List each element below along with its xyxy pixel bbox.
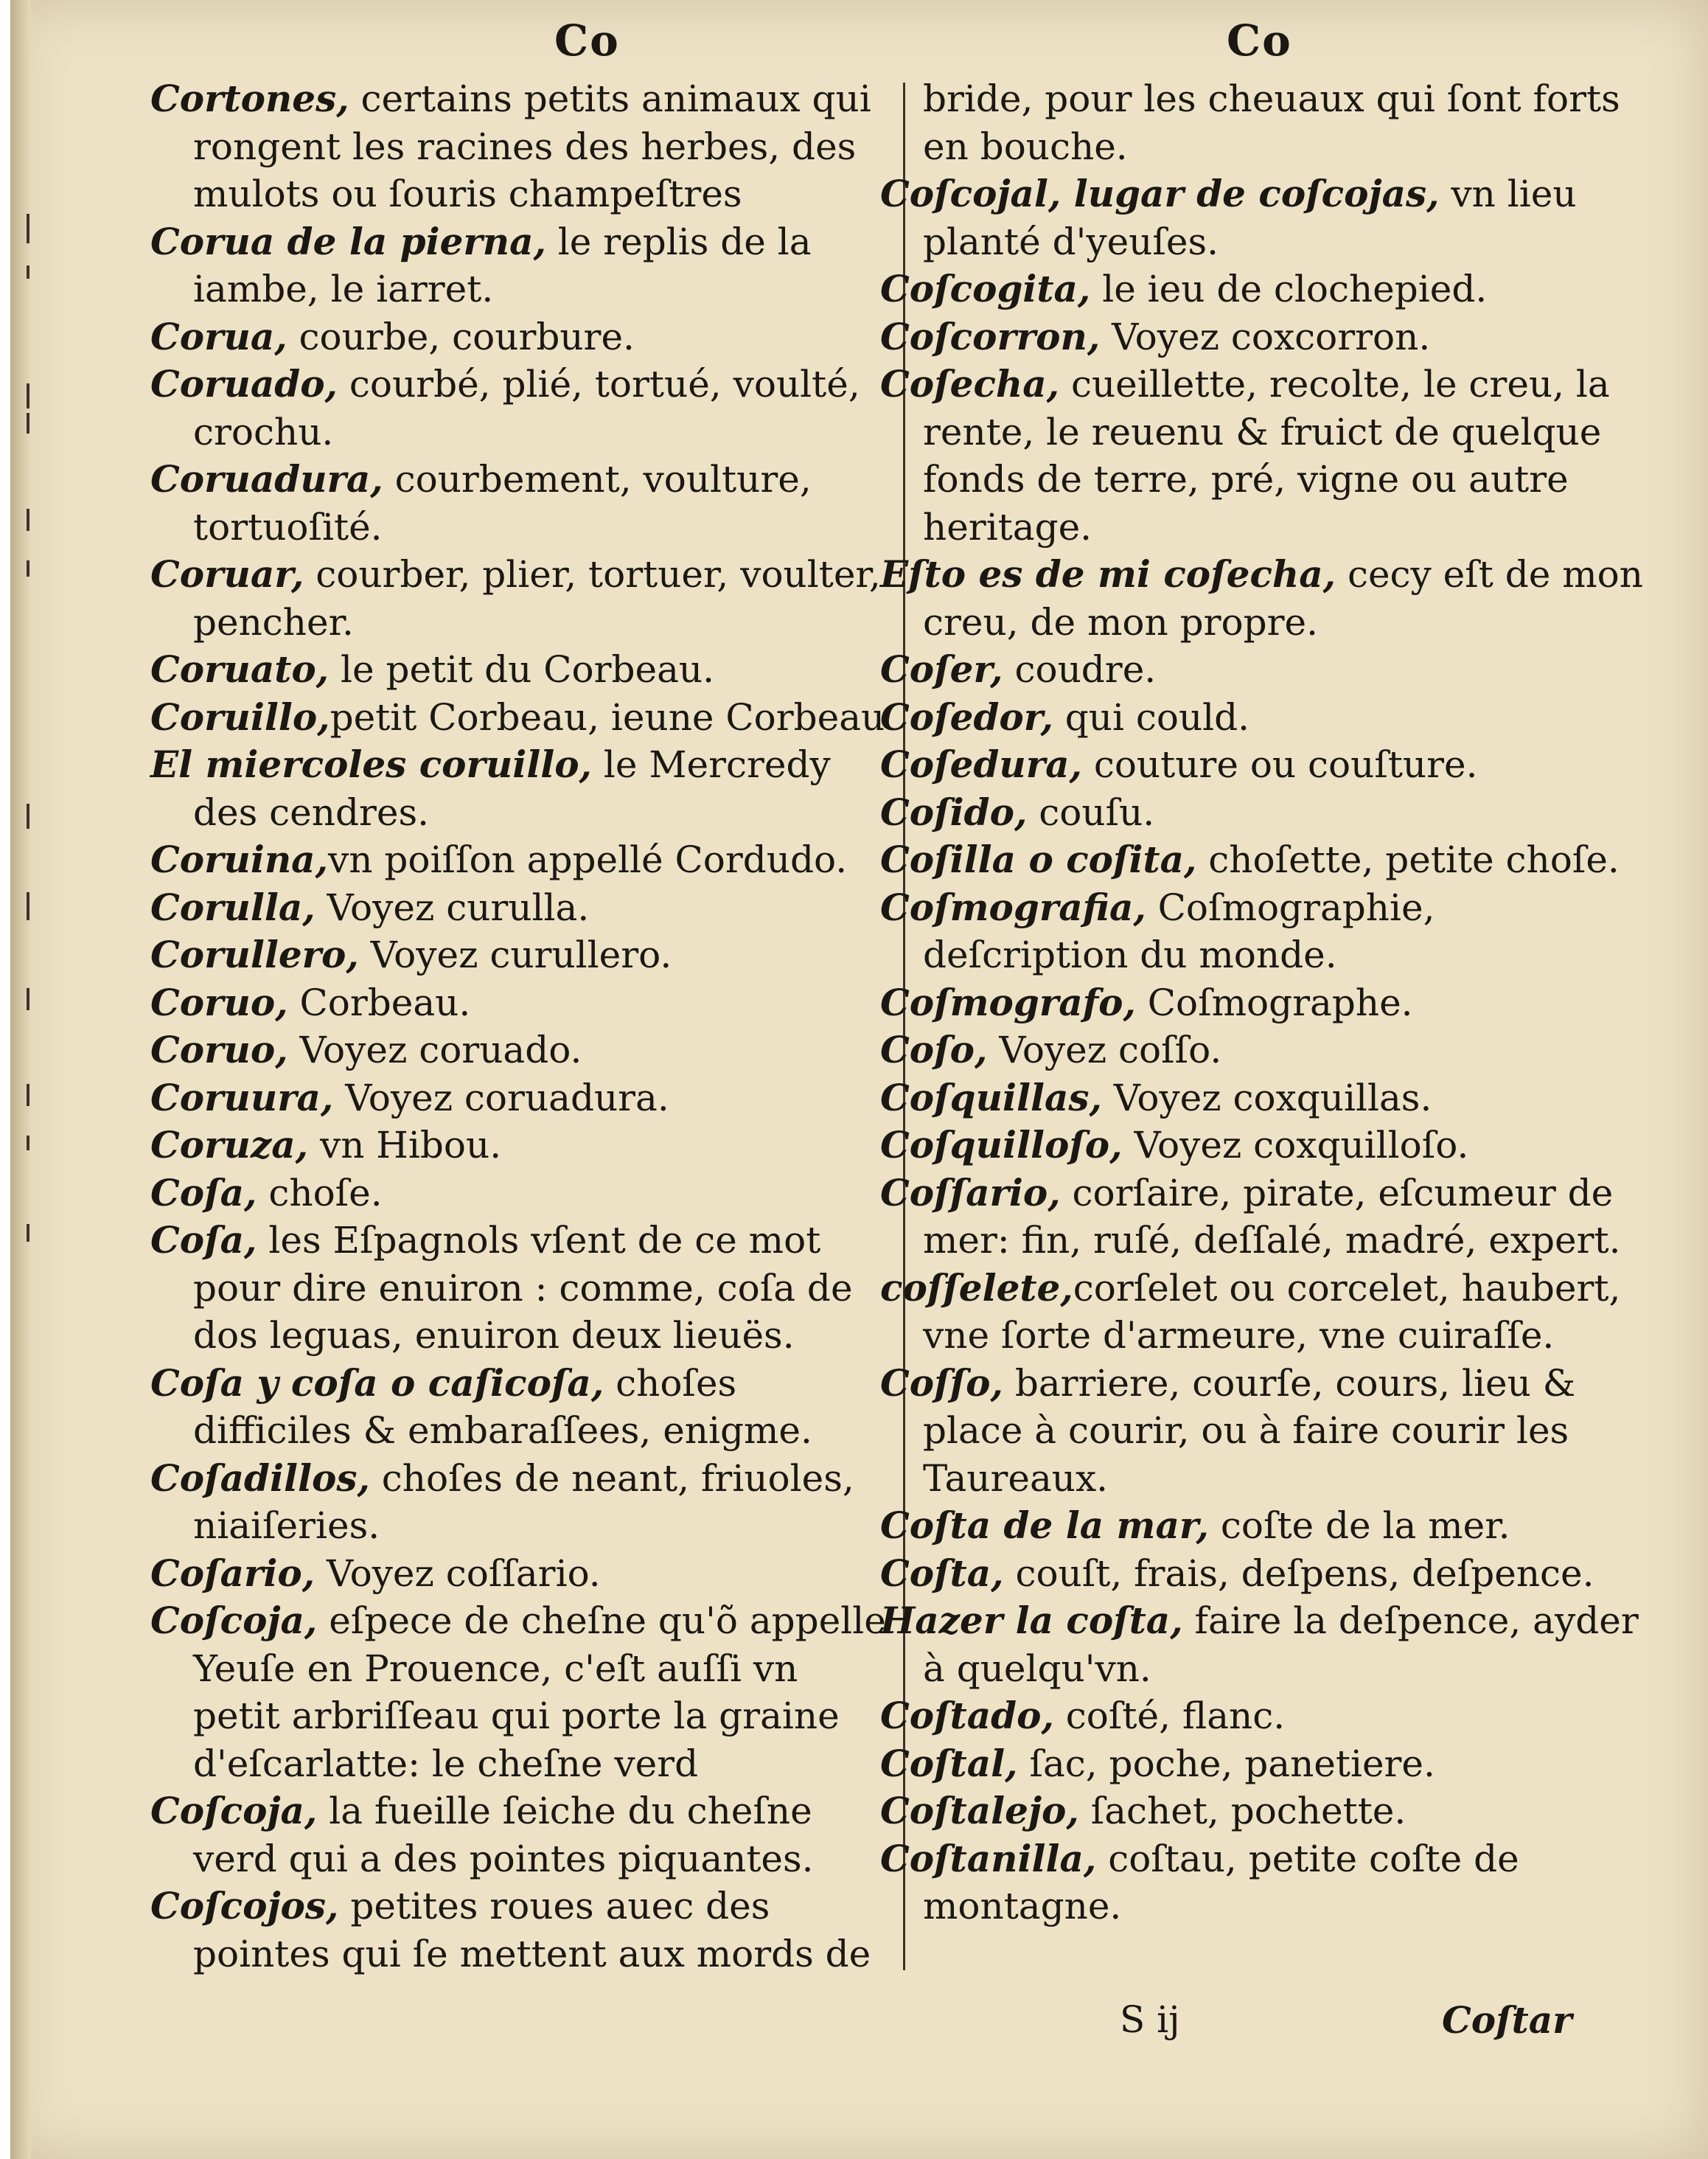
entry-definition: courbement, voulture, tortuoſité. xyxy=(193,458,812,549)
entry-definition: bride, pour les cheuaux qui ſont forts en bouche. xyxy=(923,77,1620,168)
dictionary-entry xyxy=(150,1550,895,1598)
entry-definition: coſté, flanc. xyxy=(1053,1694,1286,1737)
entry-definition: la fueille ſeiche du cheſne verd qui a des pointes piquantes. xyxy=(193,1790,814,1880)
entry-headword: Coruura, xyxy=(150,1075,334,1119)
entry-headword: coſſelete, xyxy=(880,1265,1073,1310)
entry-headword: Coſta de la mar, xyxy=(880,1503,1209,1547)
entry-definition: Voyez curullero. xyxy=(358,934,672,976)
entry-definition: certains petits animaux qui rongent les racines des herbes, des mulots ou ſouris champeſtres xyxy=(193,77,871,215)
dictionary-entry xyxy=(150,1597,895,1787)
dictionary-entry xyxy=(150,646,895,694)
entry-headword: Coſcoja, xyxy=(150,1599,318,1642)
entry-definition: coudre. xyxy=(1003,648,1157,691)
dictionary-entry xyxy=(880,1169,1647,1265)
dictionary-entry xyxy=(880,836,1647,884)
entry-headword: Coſo, xyxy=(880,1028,988,1071)
dictionary-entry xyxy=(150,741,895,836)
entry-definition: Voyez coxquillas. xyxy=(1101,1076,1432,1119)
entry-definition: Voyez curulla. xyxy=(315,886,590,929)
dictionary-entry xyxy=(880,361,1647,551)
entry-definition: Coſmographie, deſcription du monde. xyxy=(923,886,1435,976)
dictionary-entry xyxy=(150,1026,895,1074)
entry-definition: courbé, plié, tortué, voulté, crochu. xyxy=(193,363,860,453)
dictionary-entry xyxy=(150,456,895,551)
dictionary-entry xyxy=(880,75,1647,170)
entry-headword: Coſtanilla, xyxy=(880,1836,1097,1880)
entry-definition: petites roues auec des pointes qui ſe mettent aux mords de xyxy=(193,1885,871,1975)
dictionary-entry xyxy=(880,1835,1647,1930)
entry-headword: Coſcoja, xyxy=(150,1789,318,1832)
entry-definition: Voyez coxcorron. xyxy=(1100,315,1431,358)
dictionary-entry xyxy=(150,694,895,742)
entry-headword: Corulla, xyxy=(150,885,316,929)
entry-headword: Coſedor, xyxy=(880,695,1053,739)
entry-definition: Voyez coſſario. xyxy=(315,1551,601,1595)
entry-definition: le replis de la iambe, le iarret. xyxy=(193,220,812,310)
entry-definition: corſelet ou corcelet, haubert, vne ſorte d'armeure, vne cuiraſſe. xyxy=(923,1266,1621,1357)
dictionary-entry xyxy=(150,75,895,218)
entry-headword: Coſido, xyxy=(880,790,1028,834)
dictionary-entry xyxy=(880,694,1647,742)
dictionary-entry xyxy=(880,979,1647,1027)
dictionary-entry xyxy=(880,1597,1647,1692)
entry-headword: Coſtal, xyxy=(880,1741,1018,1785)
entry-definition: petit Corbeau, ieune Corbeau xyxy=(330,695,885,739)
left-column xyxy=(150,75,895,1978)
dictionary-entry xyxy=(150,1074,895,1122)
entry-definition: couſu. xyxy=(1027,790,1155,834)
dictionary-entry xyxy=(150,1455,895,1550)
entry-headword: Coſcojal, lugar de coſcojas, xyxy=(880,172,1440,215)
entry-headword: Coſa, xyxy=(150,1170,257,1214)
entry-definition: coſtau, petite coſte de montagne. xyxy=(923,1837,1519,1927)
entry-headword: Corua, xyxy=(150,314,287,358)
entry-headword: Coſmografia, xyxy=(880,885,1146,929)
entry-headword: Coruo, xyxy=(150,980,288,1024)
entry-headword: Coruina, xyxy=(150,838,328,881)
entry-headword: Coruza, xyxy=(150,1123,309,1167)
entry-headword: Coruadura, xyxy=(150,457,383,501)
entry-definition: vn poiſſon appellé Cordudo. xyxy=(328,838,848,881)
entry-definition: couture ou couſture. xyxy=(1081,743,1478,786)
entry-headword: Coſquilloſo, xyxy=(880,1123,1123,1167)
entry-headword: Coſario, xyxy=(150,1551,316,1595)
entry-definition: corſaire, pirate, eſcumeur de mer: fin, ruſé, deſſalé, madré, expert. xyxy=(923,1171,1621,1262)
entry-definition: Voyez coruado. xyxy=(287,1029,582,1071)
entry-headword: Coſmografo, xyxy=(880,980,1136,1024)
entry-definition: choſe. xyxy=(257,1171,383,1214)
entry-definition: Coſmographe. xyxy=(1135,981,1413,1024)
book-page xyxy=(10,0,1708,2159)
entry-headword: Coſa, xyxy=(150,1218,257,1262)
entry-headword: Cortones, xyxy=(150,77,349,120)
dictionary-entry xyxy=(150,551,895,646)
dictionary-entry xyxy=(880,265,1647,313)
entry-headword: Coruo, xyxy=(150,1028,288,1071)
dictionary-entry xyxy=(880,1122,1647,1169)
entry-definition: le petit du Corbeau. xyxy=(329,648,714,691)
dictionary-entry xyxy=(150,979,895,1027)
dictionary-entry xyxy=(150,1360,895,1455)
entry-definition: ſac, poche, panetiere. xyxy=(1017,1742,1435,1785)
entry-definition: choſette, petite choſe. xyxy=(1196,838,1620,881)
entry-definition: cecy eſt de mon creu, de mon propre. xyxy=(923,553,1643,644)
dictionary-entry xyxy=(150,1787,895,1882)
entry-definition: courbe, courbure. xyxy=(287,315,635,358)
entry-definition: Voyez coruadura. xyxy=(333,1076,669,1119)
margin-marks xyxy=(27,0,49,2159)
dictionary-entry xyxy=(880,1692,1647,1740)
entry-headword: Coruar, xyxy=(150,552,304,596)
entry-headword: Eſto es de mi coſecha, xyxy=(880,552,1336,596)
dictionary-entry xyxy=(150,836,895,884)
dictionary-entry xyxy=(150,1217,895,1360)
entry-definition: vn lieu planté d'yeuſes. xyxy=(923,173,1577,263)
dictionary-entry xyxy=(880,1550,1647,1598)
dictionary-entry xyxy=(880,1360,1647,1503)
entry-headword: Coſcogita, xyxy=(880,267,1091,310)
dictionary-entry xyxy=(880,170,1647,265)
dictionary-entry xyxy=(880,884,1647,979)
entry-definition: coſte de la mer. xyxy=(1208,1504,1510,1547)
dictionary-entry xyxy=(880,1502,1647,1550)
entry-definition: faire la deſpence, ayder à quelqu'vn. xyxy=(923,1599,1639,1690)
running-head-right: Co xyxy=(1227,15,1292,66)
dictionary-entry xyxy=(150,313,895,361)
dictionary-entry xyxy=(150,884,895,932)
entry-headword: Coſcorron, xyxy=(880,314,1101,358)
entry-definition: qui could. xyxy=(1053,695,1250,739)
entry-definition: couſt, frais, deſpens, deſpence. xyxy=(1003,1551,1594,1595)
entry-headword: Coſſario, xyxy=(880,1170,1061,1214)
dictionary-entry xyxy=(880,551,1647,646)
catchword: Coſtar xyxy=(1442,1998,1572,2042)
entry-definition: les Eſpagnols vſent de ce mot pour dire enuiron : comme, coſa de dos leguas, enuiron deux lieuës. xyxy=(193,1219,853,1357)
entry-headword: Hazer la coſta, xyxy=(880,1599,1183,1642)
dictionary-entry xyxy=(880,1074,1647,1122)
signature-mark: S ij xyxy=(1120,1998,1180,2041)
entry-headword: Coſilla o coſita, xyxy=(880,838,1197,881)
dictionary-entry xyxy=(150,218,895,313)
entry-headword: Coſecha, xyxy=(880,362,1060,406)
dictionary-entry xyxy=(880,1265,1647,1360)
entry-headword: Coſadillos, xyxy=(150,1456,370,1500)
dictionary-entry xyxy=(150,931,895,979)
dictionary-entry xyxy=(880,313,1647,361)
entry-headword: Coſta, xyxy=(880,1551,1004,1595)
entry-definition: courber, plier, tortuer, voulter, pencher. xyxy=(193,553,881,644)
entry-headword: Coſedura, xyxy=(880,743,1082,786)
entry-headword: Coſtalejo, xyxy=(880,1789,1079,1832)
entry-headword: Coſſo, xyxy=(880,1360,1003,1405)
entry-headword: Coſer, xyxy=(880,647,1003,691)
entry-headword: Coſquillas, xyxy=(880,1075,1102,1119)
entry-definition: ſachet, pochette. xyxy=(1078,1790,1407,1832)
running-head-left: Co xyxy=(554,15,620,66)
entry-definition: Voyez coxquilloſo. xyxy=(1122,1124,1469,1167)
dictionary-entry xyxy=(150,1122,895,1169)
entry-definition: cueillette, recolte, le creu, la rente, le reuenu & fruict de quelque fonds de terre, pré, vigne ou autre heritage. xyxy=(923,363,1610,549)
dictionary-entry xyxy=(150,1882,895,1978)
entry-headword: Coruado, xyxy=(150,362,338,406)
dictionary-entry xyxy=(880,1787,1647,1835)
dictionary-entry xyxy=(880,789,1647,837)
dictionary-entry xyxy=(880,1026,1647,1074)
dictionary-entry xyxy=(150,361,895,456)
entry-headword: Coſtado, xyxy=(880,1694,1054,1737)
entry-definition: Corbeau. xyxy=(287,981,471,1024)
entry-headword: Coſa y coſa o caſicoſa, xyxy=(150,1360,604,1405)
entry-definition: barriere, courſe, cours, lieu & place à courir, ou à faire courir les Taureaux. xyxy=(923,1361,1576,1500)
entry-definition: le ieu de clochepied. xyxy=(1090,268,1488,310)
entry-headword: Coruato, xyxy=(150,647,330,691)
entry-definition: choſes difficiles & embaraſſees, enigme. xyxy=(193,1361,812,1452)
entry-definition: vn Hibou. xyxy=(308,1124,502,1167)
entry-headword: El miercoles coruillo, xyxy=(150,743,592,786)
entry-definition: Voyez coſſo. xyxy=(987,1029,1222,1071)
dictionary-entry xyxy=(880,741,1647,789)
entry-headword: Corua de la pierna, xyxy=(150,219,546,263)
entry-headword: Corullero, xyxy=(150,933,359,976)
dictionary-entry xyxy=(880,646,1647,694)
entry-definition: eſpece de cheſne qu'õ appelle Yeuſe en Prouence, c'eſt auſſi vn petit arbriſſeau qui porte la graine d'eſcarlatte: le cheſne verd xyxy=(193,1599,886,1785)
entry-headword: Coſcojos, xyxy=(150,1884,339,1927)
right-column xyxy=(880,75,1647,1930)
entry-headword: Coruillo, xyxy=(150,695,330,739)
entry-definition: choſes de neant, friuoles, niaiſeries. xyxy=(193,1456,854,1547)
dictionary-entry xyxy=(880,1740,1647,1788)
dictionary-entry xyxy=(150,1169,895,1217)
entry-definition: le Mercredy des cendres. xyxy=(193,743,831,834)
